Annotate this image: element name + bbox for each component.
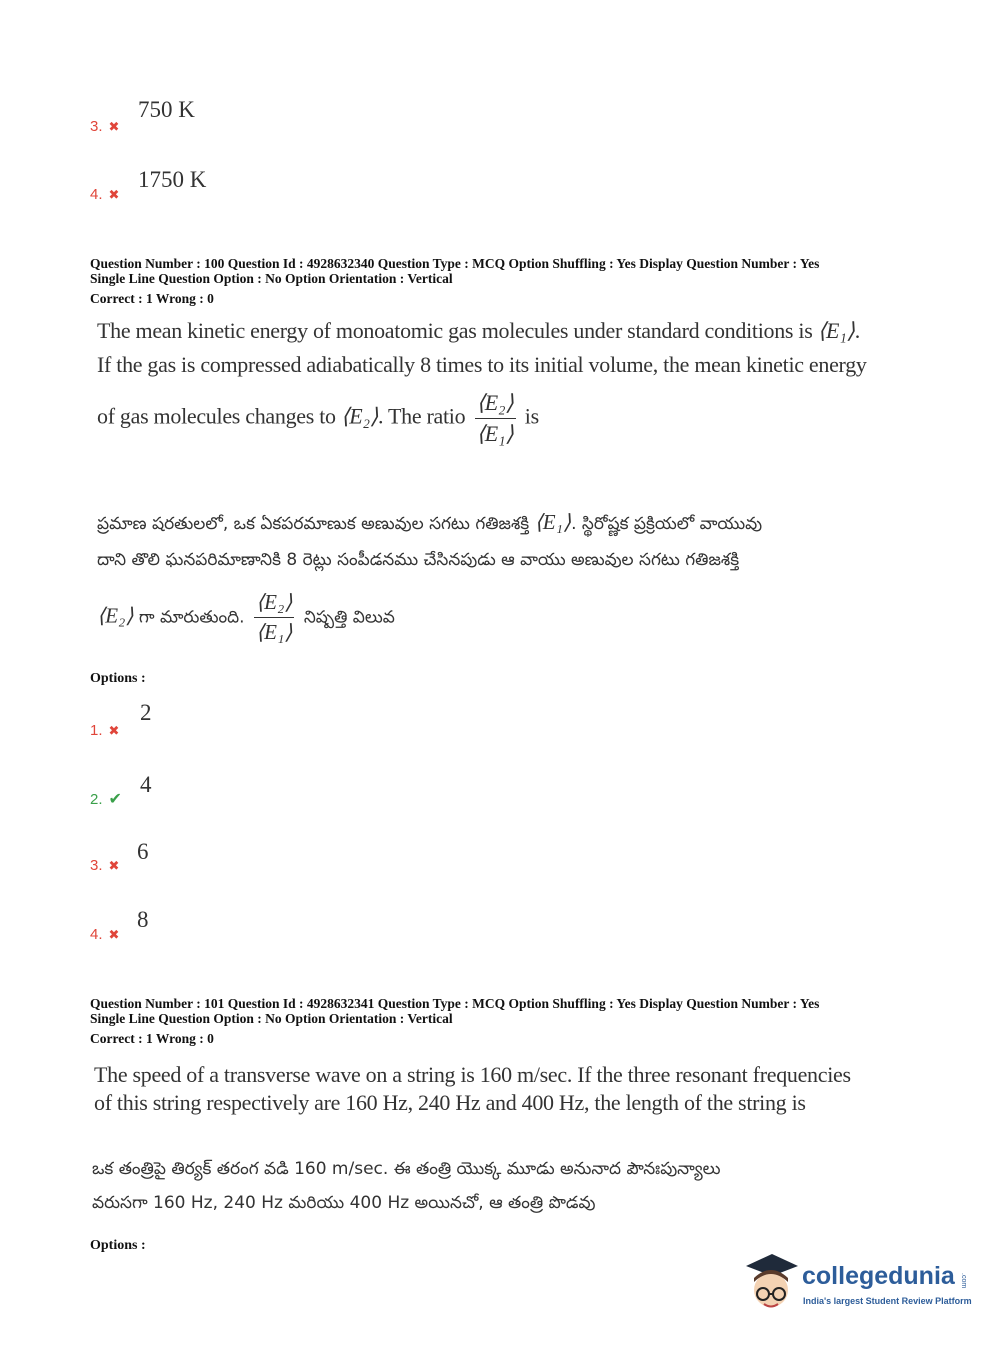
option-row xyxy=(90,186,119,204)
option-value: 4 xyxy=(140,772,152,797)
meta-line: Single Line Question Option : No Option Orientation : Vertical xyxy=(90,1011,453,1026)
text-line: The speed of a transverse wave on a string is 160 m/sec. If the three resonant frequencies xyxy=(94,1062,851,1087)
meta-line: Correct : 1 Wrong : 0 xyxy=(90,1031,214,1046)
options-label: Options : xyxy=(90,671,146,686)
text-segment: నిష్పత్తి విలువ xyxy=(303,607,395,628)
question-meta xyxy=(90,256,819,306)
math-E1: ⟨E₁⟩ xyxy=(817,318,855,343)
text-segment: of gas molecules changes to xyxy=(97,403,336,429)
option-value: 2 xyxy=(140,700,152,725)
fraction-denominator: ⟨E₁⟩ xyxy=(476,421,514,446)
option-value: 1750 K xyxy=(138,167,207,192)
meta-line: Question Number : 101 Question Id : 4928632341 Question Type : MCQ Option Shuffling : Yes Display Question Number : Yes xyxy=(90,996,820,1011)
question-text-te xyxy=(97,510,762,538)
option-value: 8 xyxy=(137,907,149,932)
mascot-icon xyxy=(742,1252,800,1316)
cross-icon: ✖ xyxy=(108,120,120,135)
fraction-numerator: ⟨E₂⟩ xyxy=(476,390,514,415)
logo-tagline: India's largest Student Review Platform xyxy=(803,1296,972,1306)
cross-icon: ✖ xyxy=(108,859,120,874)
ratio-fraction xyxy=(475,390,516,447)
meta-line: Correct : 1 Wrong : 0 xyxy=(90,291,214,306)
option-row xyxy=(90,789,122,809)
text-segment: . స్థిరోష్ణక ప్రక్రియలో వాయువు xyxy=(571,514,763,534)
text-line: ఒక తంత్రిపై తిర్యక్ తరంగ వడి 160 m/sec. ఈ తంత్రి యొక్క మూడు అనునాద పౌనఃపున్యాలు xyxy=(92,1159,721,1179)
math-E2: ⟨E₂⟩ xyxy=(340,403,378,429)
option-number: 4. xyxy=(90,926,103,943)
text-line xyxy=(97,390,539,447)
text-line: of this string respectively are 160 Hz, 240 Hz and 400 Hz, the length of the string is xyxy=(94,1090,806,1115)
text-line: వరుసగా 160 Hz, 240 Hz మరియు 400 Hz అయినచో, ఆ తంత్రి పొడవు xyxy=(92,1193,596,1213)
text-segment: ప్రమాణ షరతులలో, ఒక ఏకపరమాణుక అణువుల సగటు గతిజశక్తి xyxy=(97,514,530,534)
option-number: 3. xyxy=(90,857,103,874)
options-label: Options : xyxy=(90,1238,146,1253)
ratio-fraction xyxy=(254,590,295,645)
meta-line: Question Number : 100 Question Id : 4928632340 Question Type : MCQ Option Shuffling : Yes Display Question Number : Yes xyxy=(90,256,820,271)
text-segment: గా మారుతుంది. xyxy=(138,607,245,628)
collegedunia-logo xyxy=(742,1252,972,1316)
question-text-en: The mean kinetic energy of monoatomic gas molecules under standard conditions is ⟨E₁⟩. xyxy=(97,318,860,343)
option-value: 750 K xyxy=(138,97,195,122)
fraction-denominator: ⟨E₁⟩ xyxy=(255,620,293,644)
option-row xyxy=(90,118,119,136)
meta-line: Single Line Question Option : No Option Orientation : Vertical xyxy=(90,271,453,286)
text-line: దాని తొలి ఘనపరిమాణానికి 8 రెట్లు సంపీడనము చేసినపుడు ఆ వాయు అణువుల సగటు గతిజశక్తి xyxy=(97,550,740,570)
option-number: 1. xyxy=(90,722,103,739)
check-icon: ✔ xyxy=(108,789,122,808)
option-number: 3. xyxy=(90,118,103,135)
math-E2: ⟨E₂⟩ xyxy=(97,603,134,628)
option-number: 4. xyxy=(90,186,103,203)
cross-icon: ✖ xyxy=(108,724,120,739)
option-value: 6 xyxy=(137,839,149,864)
option-row xyxy=(90,722,119,740)
option-row xyxy=(90,857,119,875)
option-row xyxy=(90,926,119,944)
cross-icon: ✖ xyxy=(108,928,120,943)
question-meta xyxy=(90,996,819,1046)
text-line: If the gas is compressed adiabatically 8 times to its initial volume, the mean kinetic energy xyxy=(97,352,867,377)
option-number: 2. xyxy=(90,791,103,808)
logo-name: collegedunia xyxy=(802,1262,955,1290)
text-segment: . The ratio xyxy=(377,403,466,429)
fraction-numerator: ⟨E₂⟩ xyxy=(255,590,293,614)
text-line xyxy=(97,590,395,645)
logo-com: .com xyxy=(960,1273,967,1289)
math-E1: ⟨E₁⟩ xyxy=(534,510,572,534)
text-line: The mean kinetic energy of monoatomic gas molecules under standard conditions is xyxy=(97,318,813,343)
text-segment: is xyxy=(524,403,539,429)
cross-icon: ✖ xyxy=(108,188,120,203)
